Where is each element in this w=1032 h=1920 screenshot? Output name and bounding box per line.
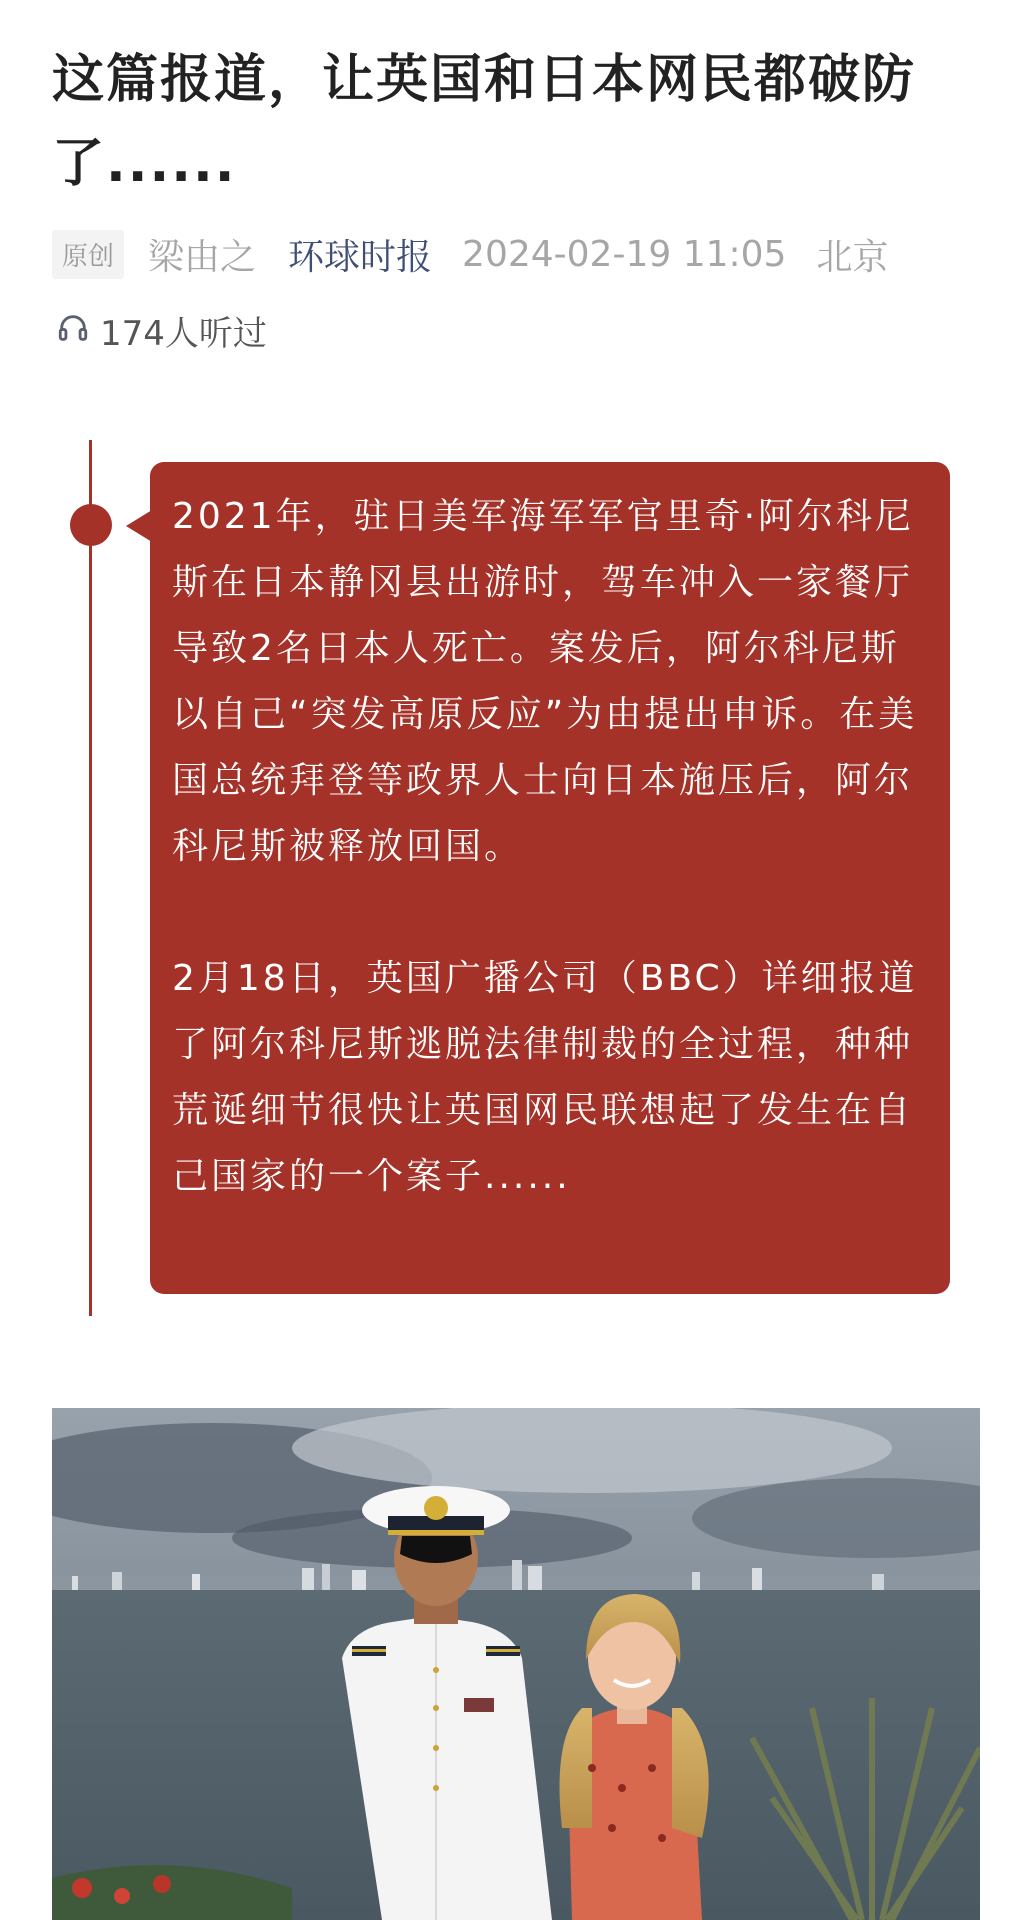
- timeline-line: [89, 440, 92, 1316]
- author-name[interactable]: 梁由之: [148, 236, 257, 278]
- article-title: 这篇报道，让英国和日本网民都破防了......: [52, 50, 917, 194]
- summary-paragraph-1: 2021年，驻日美军海军军官里奇·阿尔科尼斯在日本静冈县出游时，驾车冲入一家餐厅导致2名日本人死亡。案发后，阿尔科尼斯以自己“突发高原反应”为由提出申诉。在美国总统拜登等政界人士向日本施压后，阿尔科尼斯被释放回国。: [172, 496, 918, 867]
- article-meta: [52, 226, 888, 282]
- callout-arrow: [126, 510, 152, 542]
- article-photo[interactable]: [52, 1408, 980, 1920]
- publish-datetime: 2024-02-19 11:05: [462, 233, 787, 275]
- timeline-dot: [70, 504, 112, 546]
- source-link[interactable]: 环球时报: [288, 236, 433, 278]
- listen-count-row[interactable]: [56, 306, 267, 354]
- summary-paragraph-2: 2月18日，英国广播公司（BBC）详细报道了阿尔科尼斯逃脱法律制裁的全过程，种种荒诞细节很快让英国网民联想起了发生在自己国家的一个案子......: [172, 958, 918, 1197]
- listen-count: 174人听过: [100, 313, 267, 354]
- publish-location: 北京: [816, 236, 889, 278]
- headphones-icon: [56, 311, 100, 349]
- summary-text: [172, 484, 932, 1210]
- original-badge: 原创: [52, 230, 124, 279]
